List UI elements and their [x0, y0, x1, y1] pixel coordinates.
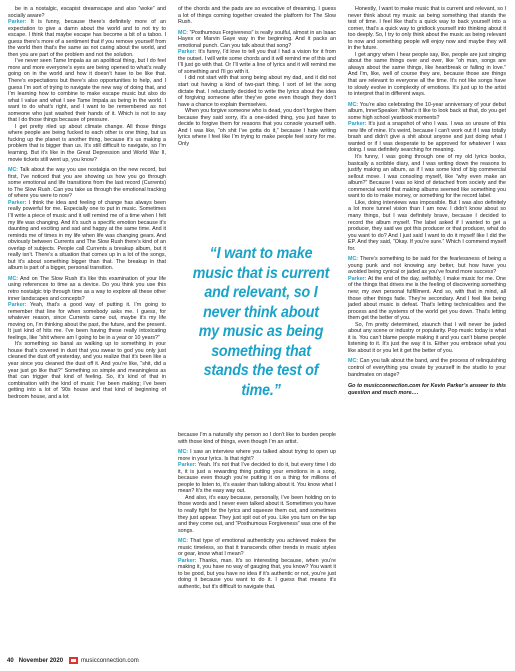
paragraph-text: At the end of the day, selfishly, I make music for me. One of the things that drives me is the feeling of discovering something new; my own personal fulfillment. And so, with that in mind, all those other things fade. They’re secondary. And I feel like being jaded about music is defeat. That’s letting technicalities and the process and the systems of the world get you down. That’s letting them get the better of you. — [348, 275, 506, 322]
column-middle-upper — [178, 6, 336, 244]
speaker-label: Parker: — [8, 302, 27, 309]
paragraph-text: I think the idea and feeling of change has always been really powerful for me. Especially one to put in music. Sometimes I’ll write a piece of music and it will remind me of a time when I felt my life was changing. And it’s such a specific emotion because it’s daunting and exciting and sad and happy at the same time. And it reminds me of times in my life when life was changing gears. And obviously between Currents and The Slow Rush there’s kind of an overlap of subjects. People call Currents a breakup album, but it really isn’t. There’s a situation that comes up in a lot of the songs, but it’s about something bigger than that. The breakup in that album is part of a bigger, personal transition. — [8, 199, 166, 272]
speaker-label: Parker: — [348, 275, 367, 282]
body-paragraph: of the chords and the pads are so evocative of dreaming. I guess a lot of things coming together created the platform for The Slow Rush. — [178, 6, 336, 26]
column-right — [348, 6, 506, 640]
body-paragraph: Honestly, I want to make music that is current and relevant, so I never think about my music as being something that stands the test of time. I feel like that’s a quick way to back yourself into a corner, that’s a quick way to gridlock yourself into thinking about it too deeply. So, I try to only think about the music as being relevant to now and something people will enjoy now and maybe they will in the future. — [348, 6, 506, 52]
speaker-label: Parker: — [348, 121, 367, 128]
paragraph-text: It is funny, because there’s definitely more of an expectation to give a damn about the world and to not try to escape. I think that maybe escape has become a bit of a taboo. I guess there’s more of a sentiment that if you remove yourself from the world then that’s the same as not caring about the world, and then you are part of the problem and not the solution. — [8, 19, 166, 58]
column-left-body — [8, 6, 166, 400]
magazine-logo-icon — [69, 657, 78, 664]
speaker-label: MC: — [348, 256, 359, 263]
interview-question — [178, 538, 336, 558]
body-paragraph: I did not start with that song being about my dad, and it did not start out having a kind of two-part thing. I sort of let the song dictate that. I reluctantly decided to write the lyrics about the idea of forgiving someone after they’ve gone even though they don’t have a chance to explain themselves. — [178, 75, 336, 108]
paragraph-text: Thanks, man. It’s so interesting because, when you’re making it, you have no way of gauging that, you know? You want it to be good, but you have no idea if it’s authentic or not, you’re just doing it because you want to do it. I guess that means it’s authentic, but it’s difficult to navigate that. — [178, 557, 336, 591]
interview-question — [178, 30, 336, 50]
interview-answer — [178, 558, 336, 591]
paragraph-text: Yeah, that’s a good way of putting it. I’m going to remember that line for when somebody asks me. I guess, for whatever reason, since Currents came out, maybe it’s my life moving on, I’m thinking about the past, the future, and the present. It just kind of hits me. I’ve been having these really intoxicating feelings, like “shit where am I going to be in a year or 10 years?” — [8, 302, 166, 341]
speaker-label: MC: — [348, 101, 359, 108]
body-paragraph: When you forgive someone who is dead, you don’t forgive them because they said sorry, it’s a one-sided thing, you just have to decide to forgive them for reasons that you console yourself with. And I was like, “oh shit I’ve gotta do it,” because I hate writing lyrics where I feel like I’m trying to make people feel sorry for me. Only — [178, 108, 336, 147]
paragraph-text: There’s something to be said for the fearlessness of being a young punk and not knowing any better, but how have you avoided being cynical or jaded as you’ve found more success? — [348, 256, 506, 276]
body-paragraph: So, I’m pretty determined, staunch that I will never be jaded about any scene or industry or popularity. Pop music today is what it is. You can’t blame people making it and you can’t blame people listening to it. It’s just the way it is. Either you embrace what you like about it or you let it get the better of you. — [348, 321, 506, 354]
body-paragraph: And also, it’s easy because, personally, I’ve been holding on to those words and I never even talked about it. Sometimes you have to really fight for the lyrics and squeeze them out, and sometimes they just appear. They just spit out of you. Like you turn on the tap and they come out, and “Posthumous Forgiveness” was one of the songs. — [178, 494, 336, 534]
web-plug: Go to musicconnection.com for Kevin Parker’s answer to this question and much more…. — [348, 383, 506, 396]
page-number: 40 — [7, 657, 14, 664]
speaker-label: MC: — [178, 449, 189, 456]
body-paragraph: It’s funny, I was going through one of my old lyrics books, basically a scribble diary, and I was writing down the reasons to justify making an album, as if I was some kind of big commercial sellout move. I was consoling myself, like “why even make an album?” Because I was so kind of detached from society and the commercial world that making albums seemed like something you want to do to make money, or something for the record label. — [348, 154, 506, 200]
interview-question — [348, 358, 506, 378]
column-middle-lower — [178, 432, 336, 591]
body-paragraph: I get pretty riled up about climate change. All those things where people are being fucked to each other is one thing, but us fucking up the planet is another thing, because it’s us making a problem that is bigger than us. It’s still difficult to navigate, so I’m learning. But it’s like in the Great Depression and World War II, movie tickets still went up, you know? — [8, 123, 166, 163]
speaker-label: MC: — [178, 538, 189, 545]
speaker-label: Parker: — [178, 462, 197, 469]
site-url[interactable]: musicconnection.com — [81, 657, 139, 664]
paragraph-text: I saw an interview where you talked about trying to open up more in your lyrics. Is that right? — [178, 449, 336, 462]
body-paragraph: Like, doing interviews was impossible. But I was also definitely a lot more tunnel vision than I am now. I didn’t know about so many things, but I was definitely brave, because I decided to record the album myself. The label asked if I wanted to get a producer, they said we got this producer or that producer, what do you want to do? And I just said I want to do it myself like I did the EP. And they said, “Okay. If you’re sure.” Which I commend myself for. — [348, 199, 506, 252]
interview-question — [8, 167, 166, 200]
paragraph-text: Can you talk about the band, and the process of relinquishing control of everything you create by yourself in the studio to your bandmates on stage? — [348, 358, 506, 378]
paragraph-text: That type of emotional authenticity you achieved makes the music timeless, so that it transcends other trends in music styles or gear, know what I mean? — [178, 538, 336, 558]
paragraph-text: It’s just a snapshot of who I was. I was so unsure of this new life of mine. It’s weird, because I can’t work out if I was totally brash and didn’t give a shit about anyone and just doing what I wanted or if I was desperate to be approved for whatever I was doing. I was definitely searching for meaning. — [348, 121, 506, 154]
speaker-label: MC: — [8, 167, 19, 174]
body-paragraph: I get angry when I hear people say, like, people are just singing about the same things over and over, like “oh man, songs are always about the same things, like heartbreak or falling in love.” And I’m, like, well of course they are, because those are things that are relevant to everyone all the time. It’s not like songs have to slowly evolve in complexity of emotions. It’s just up to the artist to interpret that in different ways. — [348, 51, 506, 98]
speaker-label: Parker: — [178, 49, 197, 56]
speaker-label: MC: — [8, 275, 19, 282]
speaker-label: MC: — [178, 29, 189, 36]
issue-date: November 2020 — [18, 657, 64, 664]
column-right-body — [348, 6, 506, 378]
paragraph-text: It’s funny, I’d love to tell you that I had a vision for it from the outset. I will write some chords and it will remind me of this and I’ll just go with that. Or I’ll write a line of lyrics and it will remind me of something and I’ll go with it. — [178, 49, 336, 75]
paragraph-text: “Posthumous Forgiveness” is really soulful, almost in an Isaac Hayes or Marvin Gaye way in the beginning. And it packs an emotional punch. Can you talk about that song? — [178, 29, 336, 49]
body-paragraph: because I’m a naturally shy person so I don’t like to burden people with those kind of things, even though I’m an artist. — [178, 432, 336, 445]
paragraph-text: Talk about the way you use nostalgia on the new record, but first, I’ve noticed that you are showing us how you go through some emotional and life transitions from the last record (Currents) to The Slow Rush. Can you take us through the emotional tracking of where you were to now? — [8, 167, 166, 200]
speaker-label: Parker: — [8, 199, 27, 206]
pull-quote: “I want to make music that is current and relevant, so I never think about my music as being something that stands the test of time.” — [192, 245, 330, 399]
interview-question — [348, 256, 506, 276]
interview-question — [8, 276, 166, 302]
body-paragraph: It’s something so banal as walking up to something in your house that’s covered in dust that you swear to god you only just cleaned the dust off yesterday, and you realize that it’s been like a year since you cleaned the dust off it. And you’re like, “shit, did a year just go like that?” Something so simple and meaningless as that can trigger that kind of feeling. So, it’s kind of that in combination with the kind of music I’ve been making; I’ve been getting into a lot of ’90s house and that kind of beginning of bedroom house, and a lot — [8, 341, 166, 400]
speaker-label: Parker: — [178, 557, 197, 564]
interview-answer — [348, 276, 506, 322]
interview-answer — [8, 19, 166, 58]
paragraph-text: Yeah. It’s not that I’ve decided to do it, but every time I do it, it is just a rewarding thing putting your emotions in a song, because even though you’re putting it on a thing for millions of people to listen to, it’s easier than talking about it. You know what I mean? It’s the easy way out. — [178, 462, 336, 495]
interview-question — [178, 449, 336, 462]
speaker-label: MC: — [348, 358, 359, 365]
interview-answer — [178, 49, 336, 75]
body-paragraph: I’ve never seen Tame Impala as an apolitical thing, but I do feel more and more everyone’s eyes are being opened to what’s really going on in the world and how it doesn’t have to be like that. There’s expectations but there’s also opportunities to help, and I guess I’m sort of trying to navigate the new way of doing that, and I’m learning how to combine to make escape music but also do what I value and what I see Tame Impala as being in the world. I want to do what’s right, and I want to be remembered as not someone who just washed their hands of it. Which is not to say that I do those things because of pressure. — [8, 58, 166, 124]
paragraph-text: You’re also celebrating the 10-year anniversary of your debut album, InnerSpeaker. What’s it like to look back at that, do you get some high school yearbook moments? — [348, 101, 506, 121]
interview-answer — [8, 200, 166, 272]
body-paragraph: be in a nostalgic, escapist dreamscape and also “woke” and socially aware? — [8, 6, 166, 19]
column-left — [8, 6, 166, 640]
paragraph-text: And on The Slow Rush it’s like this examination of your life using references to time as a device. Do you think you use this retro nostalgic trip through time as a way to explore all these other inner landscapes and concepts? — [8, 275, 166, 302]
interview-answer — [178, 462, 336, 495]
page-footer — [0, 650, 515, 671]
interview-answer — [8, 302, 166, 341]
interview-question — [348, 102, 506, 122]
speaker-label: Parker: — [8, 19, 27, 26]
interview-answer — [348, 121, 506, 154]
